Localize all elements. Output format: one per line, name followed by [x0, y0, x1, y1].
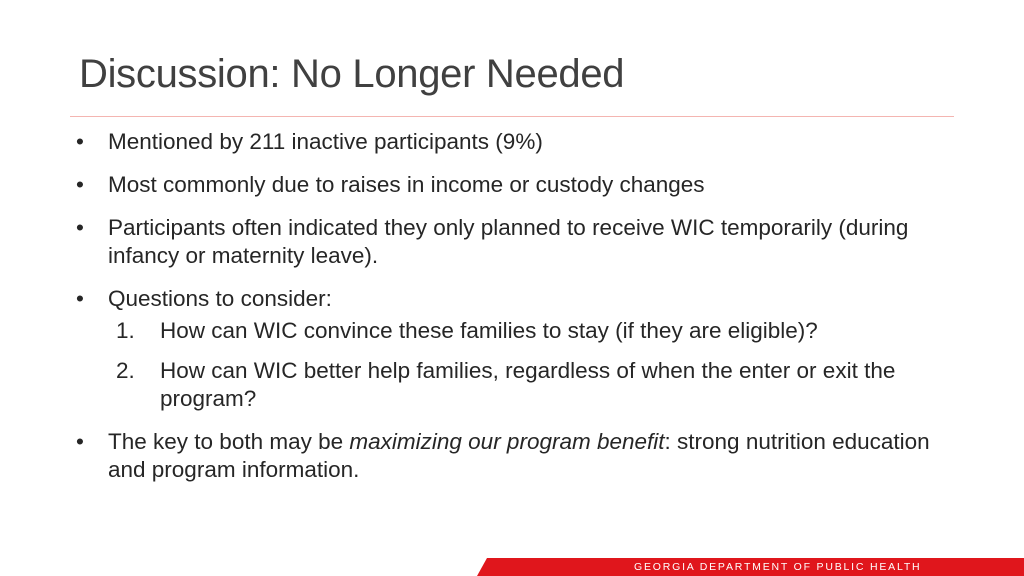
title-divider	[70, 116, 954, 117]
bullet-marker: •	[76, 286, 84, 311]
bullet-text: Participants often indicated they only planned to receive WIC temporarily (during infancy or maternity leave).	[108, 215, 909, 268]
bullet-text: Most commonly due to raises in income or custody changes	[108, 172, 705, 197]
item-number: 1.	[116, 318, 135, 343]
bullet-text: Mentioned by 211 inactive participants (9%)	[108, 129, 543, 154]
bullet-list	[72, 128, 952, 499]
bullet-item	[72, 285, 952, 413]
bullet-item	[72, 428, 952, 484]
slide-title: Discussion: No Longer Needed	[79, 52, 625, 96]
bullet-text: Questions to consider:	[108, 286, 332, 311]
bullet-item	[72, 171, 952, 199]
bullet-text-lead: The key to both may be	[108, 429, 350, 454]
footer-organization-name: GEORGIA DEPARTMENT OF PUBLIC HEALTH	[634, 561, 922, 573]
numbered-item-text: How can WIC convince these families to stay (if they are eligible)?	[160, 318, 818, 343]
numbered-item-text: How can WIC better help families, regardless of when the enter or exit the program?	[160, 358, 896, 411]
bullet-marker: •	[76, 129, 84, 154]
bullet-marker: •	[76, 429, 84, 454]
numbered-item	[108, 357, 952, 413]
bullet-item	[72, 214, 952, 270]
bullet-text-tail: : strong nutrition education and program information.	[108, 429, 930, 482]
bullet-marker: •	[76, 172, 84, 197]
item-number: 2.	[116, 358, 135, 383]
bullet-marker: •	[76, 215, 84, 240]
bullet-text-emphasis: maximizing our program benefit	[349, 429, 665, 454]
numbered-sublist	[108, 317, 952, 413]
numbered-item	[108, 317, 952, 345]
bullet-item	[72, 128, 952, 156]
